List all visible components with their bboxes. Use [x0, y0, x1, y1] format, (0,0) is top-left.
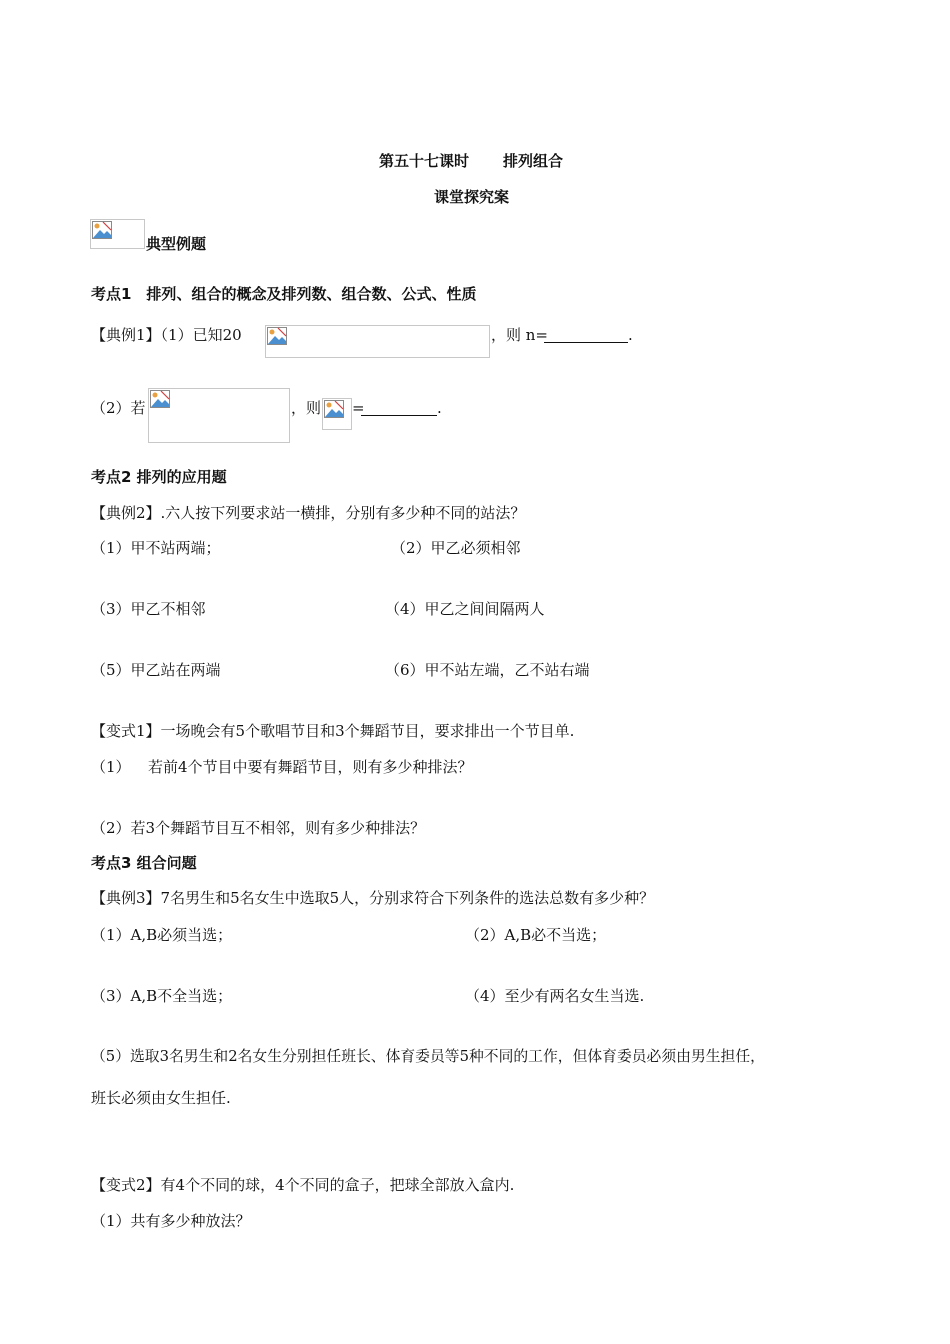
ex2-stem: 【典例2】.六人按下列要求站一横排，分别有多少种不同的站法？ [91, 504, 526, 522]
kp2-title: 考点2 排列的应用题 [91, 468, 227, 486]
ex1b-eq: = [352, 399, 365, 417]
ex1-formula-image [265, 325, 490, 358]
kp3-title: 考点3 组合问题 [91, 854, 197, 872]
ex1b-answer-blank[interactable] [361, 399, 437, 416]
ex2-item: （1）甲不站两端； [91, 539, 221, 557]
ex3-item: （3）A,B不全当选； [91, 987, 233, 1005]
broken-image-icon [150, 390, 170, 408]
broken-image-icon [267, 327, 287, 345]
var2-stem: 【变式2】有4个不同的球，4个不同的盒子，把球全部放入盒内. [91, 1176, 515, 1194]
var1-q1: 若前4个节目中要有舞蹈节目，则有多少种排法？ [148, 758, 473, 776]
ex2-item: （4）甲乙之间间隔两人 [385, 600, 545, 618]
ex3-stem: 【典例3】7名男生和5名女生中选取5人，分别求符合下列条件的选法总数有多少种？ [91, 889, 655, 907]
ex2-item: （5）甲乙站在两端 [91, 661, 221, 679]
var1-stem: 【变式1】一场晚会有5个歌唱节目和3个舞蹈节目，要求排出一个节目单. [91, 722, 575, 740]
var1-q2: （2）若3个舞蹈节目互不相邻，则有多少种排法？ [91, 819, 426, 837]
ex1b-mid: ，则 [291, 399, 322, 417]
broken-image-icon [92, 221, 112, 239]
ex1-answer-blank[interactable] [544, 326, 628, 343]
kp1-title: 考点1 排列、组合的概念及排列数、组合数、公式、性质 [91, 285, 477, 303]
section-image-placeholder [90, 219, 145, 249]
ex1-end: . [628, 326, 633, 344]
ex3-item5-line2: 班长必须由女生担任. [91, 1089, 231, 1107]
ex1-prefix: 【典例1】（1）已知20 [91, 326, 242, 344]
ex3-item: （4）至少有两名女生当选. [465, 987, 645, 1005]
ex2-item: （3）甲乙不相邻 [91, 600, 206, 618]
page-subtitle: 课堂探究案 [434, 188, 510, 206]
ex1b-condition-image [148, 388, 290, 443]
var1-q1-label: （1） [91, 758, 131, 776]
ex3-item5-line1: （5）选取3名男生和2名女生分别担任班长、体育委员等5种不同的工作，但体育委员必须由男生担任， [91, 1048, 765, 1065]
ex1b-prefix: （2）若 [91, 399, 146, 417]
page-title-lesson: 第五十七课时 [379, 152, 470, 170]
ex1-suffix: ，则 n= [491, 326, 548, 344]
broken-image-icon [324, 400, 344, 418]
ex1b-expression-image [322, 398, 352, 430]
ex2-item: （2）甲乙必须相邻 [391, 539, 521, 557]
page-title-topic: 排列组合 [503, 152, 564, 170]
var2-q1: （1）共有多少种放法？ [91, 1212, 251, 1230]
ex1b-end: . [437, 399, 442, 417]
ex2-item: （6）甲不站左端，乙不站右端 [385, 661, 590, 679]
ex3-item: （1）A,B必须当选； [91, 926, 233, 944]
section-title: 典型例题 [146, 235, 207, 253]
ex3-item: （2）A,B必不当选； [465, 926, 607, 944]
